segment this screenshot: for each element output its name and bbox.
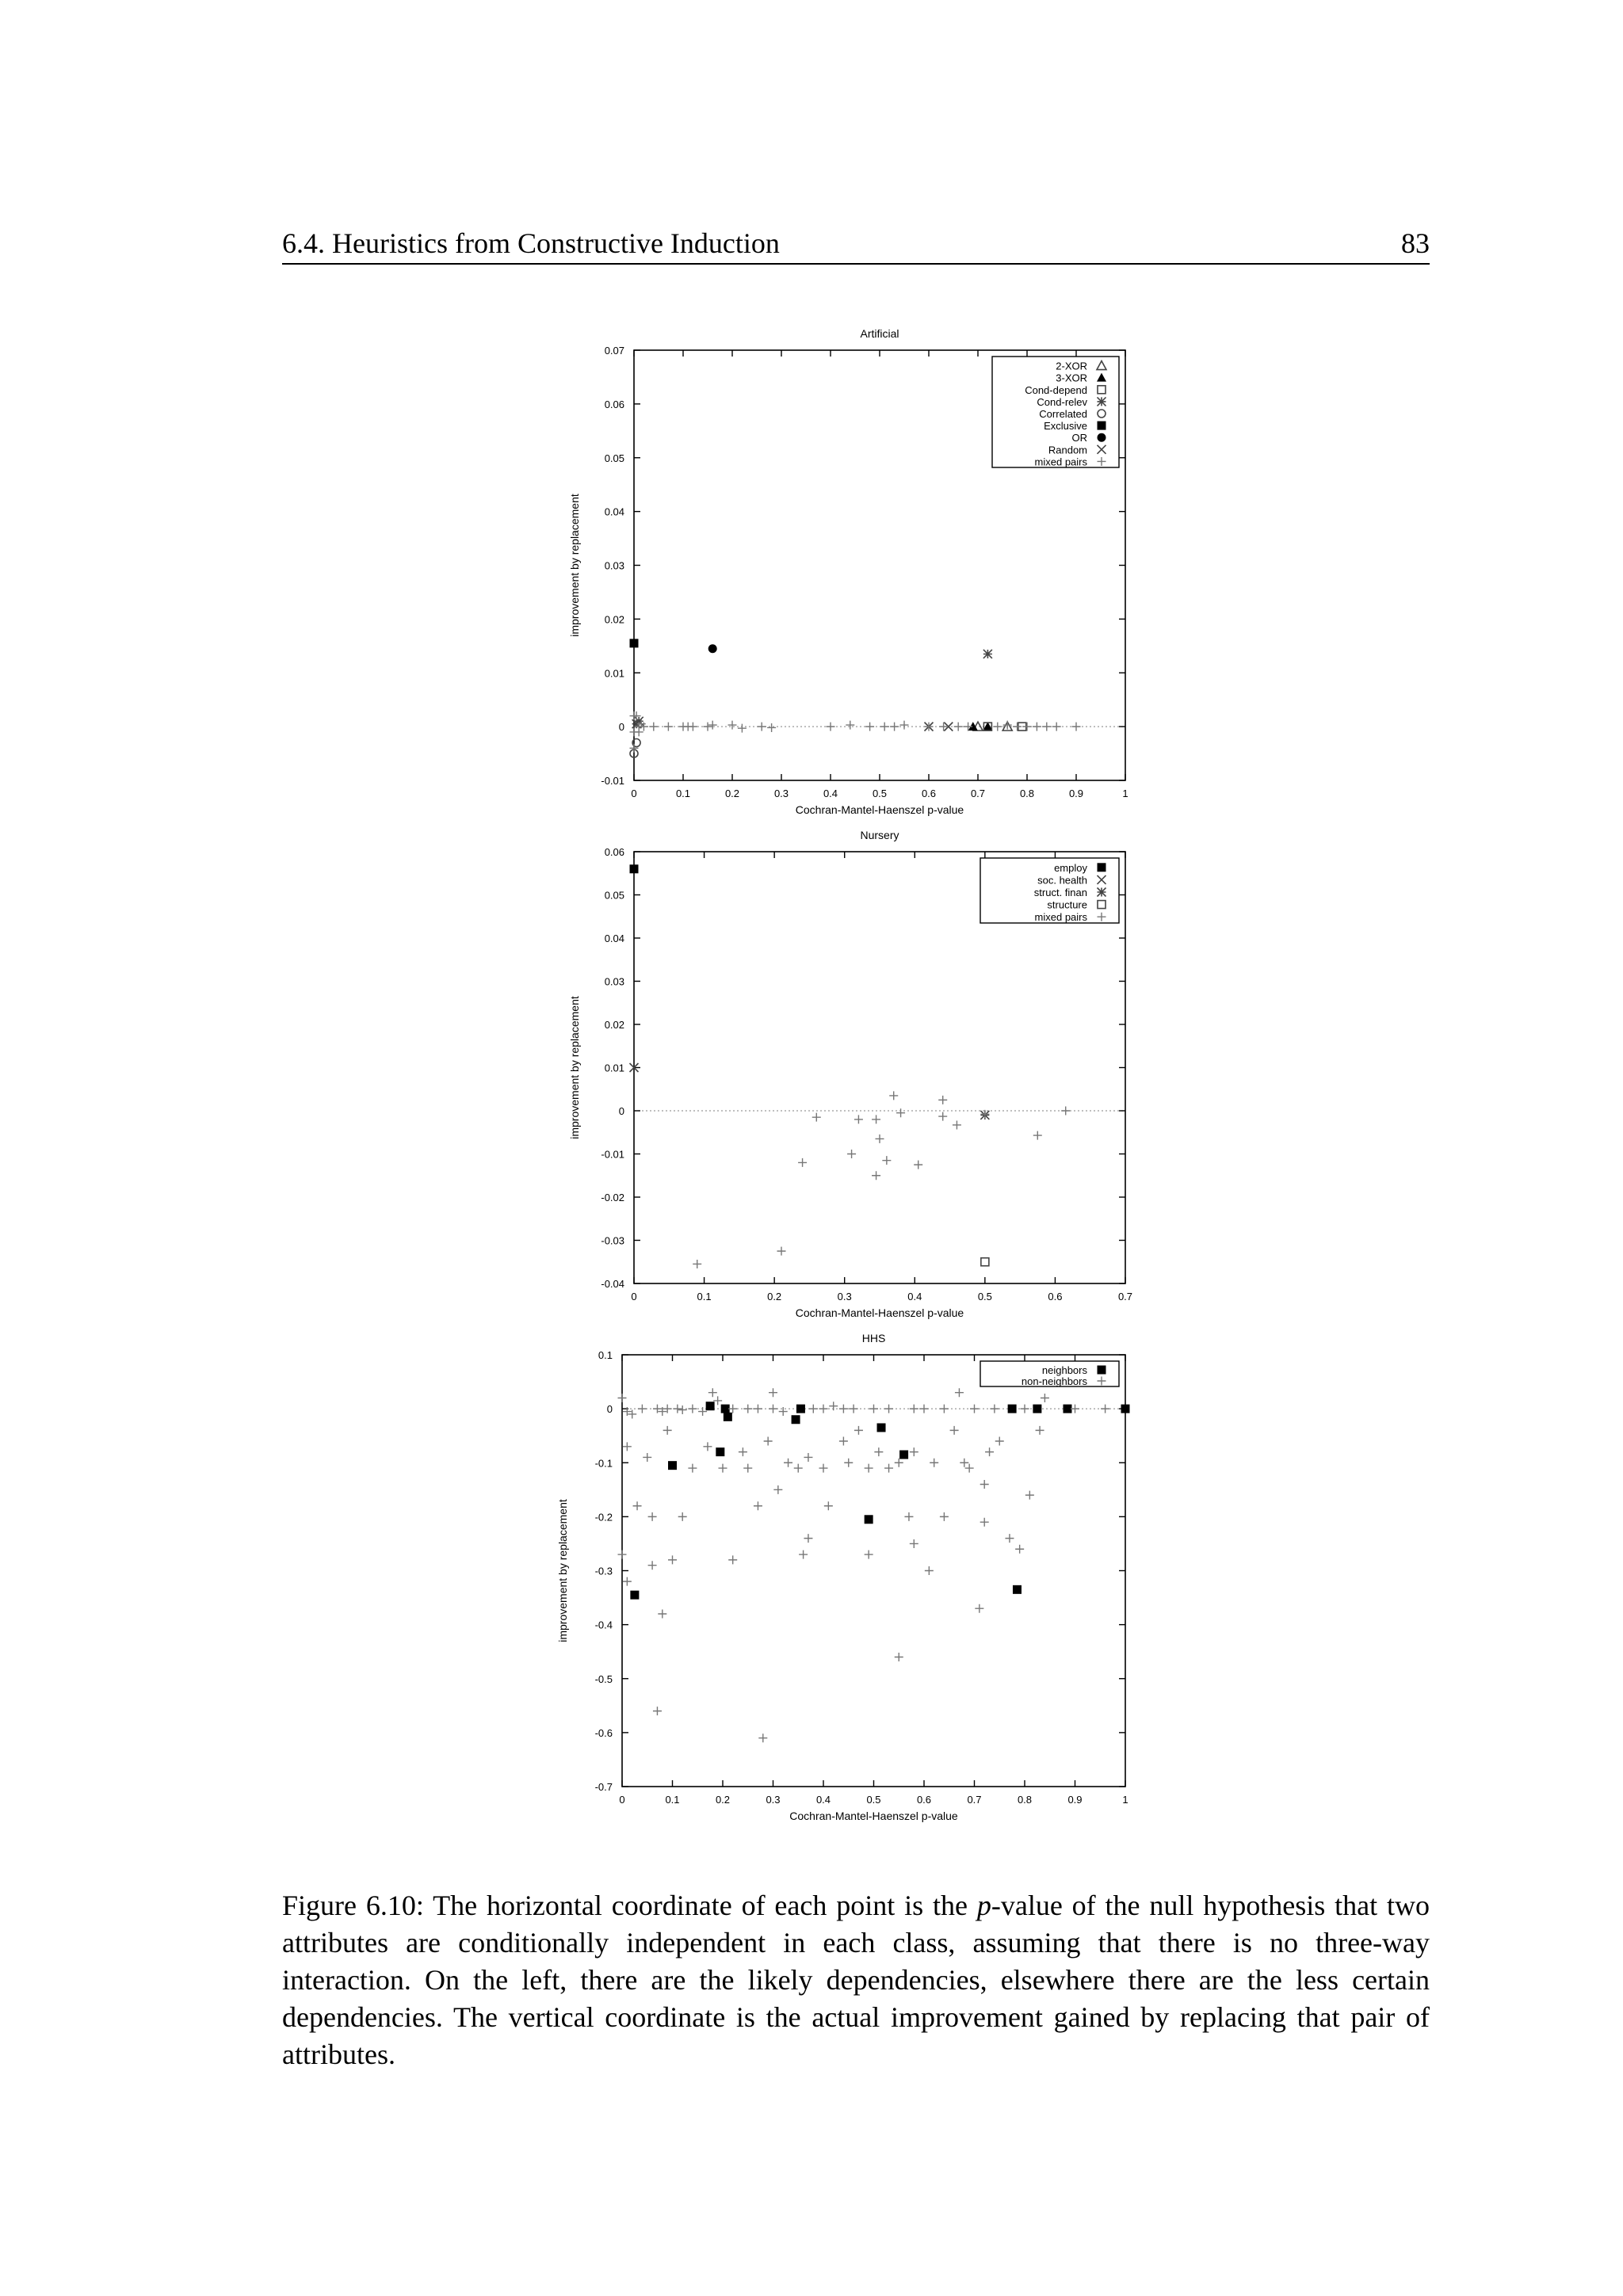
data-point: [769, 1388, 777, 1397]
data-point: [777, 1247, 786, 1256]
data-point: [899, 1451, 908, 1459]
data-point: [758, 723, 766, 731]
data-point: [925, 1566, 934, 1575]
data-point: [648, 1512, 657, 1521]
data-point: [980, 1480, 989, 1489]
chart-title: Nursery: [860, 829, 899, 841]
data-point: [827, 723, 835, 731]
data-point: [995, 1437, 1004, 1446]
data-point: [796, 1405, 805, 1413]
data-point: [876, 1135, 884, 1143]
data-point: [880, 723, 889, 731]
data-point: [1042, 723, 1051, 731]
data-point: [1015, 1545, 1024, 1554]
legend-label: OR: [1071, 432, 1087, 444]
y-tick-label: -0.5: [594, 1672, 613, 1685]
data-point: [993, 723, 1002, 731]
data-point: [1013, 1585, 1022, 1594]
y-tick-label: 0: [606, 1403, 613, 1416]
y-tick-label: 0.04: [604, 933, 624, 944]
data-point: [846, 721, 854, 730]
y-tick-label: 0.01: [604, 667, 624, 680]
data-point: [1005, 1534, 1014, 1543]
data-point: [904, 1512, 913, 1521]
data-point: [678, 1405, 687, 1414]
data-point: [869, 1405, 878, 1413]
chart-title: Artificial: [860, 327, 899, 340]
legend-label: structure: [1047, 898, 1087, 911]
legend-marker: [1098, 433, 1106, 442]
y-tick-label: -0.01: [601, 775, 624, 787]
data-point: [882, 1156, 891, 1165]
page-number: 83: [1401, 227, 1430, 259]
x-tick-label: 0.7: [1117, 1291, 1133, 1302]
chart-artificial: [568, 327, 1128, 816]
data-point: [854, 1426, 863, 1435]
data-point: [792, 1415, 800, 1424]
data-point: [877, 1423, 886, 1432]
x-tick-label: 1: [1122, 788, 1128, 799]
data-point: [839, 1405, 848, 1413]
x-tick-label: 0.9: [1068, 788, 1084, 799]
legend-label: neighbors: [1041, 1364, 1087, 1376]
data-point: [754, 1405, 762, 1413]
data-point: [653, 1707, 662, 1715]
data-point: [985, 1447, 994, 1456]
data-point: [664, 723, 673, 731]
x-tick-label: 0.8: [1019, 788, 1035, 799]
data-point: [703, 1442, 712, 1451]
data-point: [854, 1115, 863, 1123]
data-point: [953, 1120, 961, 1129]
data-point: [839, 1437, 848, 1446]
data-point: [1033, 1405, 1041, 1413]
x-tick-label: 0.1: [675, 788, 691, 799]
y-tick-label: -0.01: [601, 1148, 624, 1161]
data-point: [779, 1407, 788, 1416]
data-point: [1072, 723, 1081, 731]
data-point: [633, 1501, 642, 1510]
series-or: [708, 644, 717, 653]
y-tick-label: -0.03: [601, 1234, 624, 1247]
data-point: [980, 1518, 989, 1527]
y-tick-label: -0.04: [601, 1278, 624, 1290]
legend: [980, 1361, 1119, 1387]
caption-label: Figure 6.10:: [282, 1890, 424, 1921]
y-tick-label: 0.1: [598, 1349, 613, 1361]
x-tick-label: 0.1: [697, 1291, 712, 1302]
data-point: [643, 1453, 651, 1462]
legend-marker: [1098, 888, 1106, 897]
data-point: [884, 1464, 893, 1473]
section-title: 6.4. Heuristics from Constructive Induction: [282, 227, 780, 259]
data-point: [630, 639, 639, 647]
data-point: [767, 723, 776, 732]
data-point: [804, 1534, 812, 1543]
x-tick-label: 0.6: [916, 1794, 932, 1806]
x-tick-label: 0.4: [815, 1794, 831, 1806]
data-point: [648, 1561, 657, 1569]
data-point: [773, 1486, 782, 1494]
data-point: [1063, 1405, 1071, 1413]
legend: [992, 357, 1119, 467]
data-point: [884, 1405, 893, 1413]
legend: [980, 858, 1119, 923]
data-point: [850, 1405, 858, 1413]
chart-hhs: [556, 1332, 1130, 1822]
legend-label: struct. finan: [1033, 887, 1087, 898]
data-point: [975, 1604, 983, 1613]
legend-label: soc. health: [1037, 874, 1087, 887]
data-point: [1121, 1405, 1130, 1413]
legend-label: employ: [1054, 861, 1087, 874]
data-point: [678, 1512, 687, 1521]
data-point: [1033, 723, 1041, 731]
y-tick-label: -0.3: [594, 1565, 613, 1577]
data-point: [794, 1464, 803, 1473]
legend-marker: [1098, 421, 1106, 430]
data-point: [938, 1096, 947, 1104]
data-point: [1041, 1394, 1049, 1402]
data-point: [940, 1512, 949, 1521]
data-point: [895, 1653, 903, 1661]
data-point: [728, 1405, 737, 1413]
legend-label: mixed pairs: [1034, 456, 1087, 468]
legend-label: Exclusive: [1044, 420, 1087, 433]
data-point: [708, 1388, 717, 1397]
chart-title: HHS: [861, 1332, 886, 1344]
y-tick-label: -0.6: [594, 1726, 613, 1739]
data-point: [658, 1610, 666, 1619]
y-tick-label: 0.03: [604, 559, 624, 572]
data-point: [618, 1394, 627, 1402]
data-point: [812, 1113, 821, 1122]
data-point: [954, 723, 963, 731]
data-point: [743, 1464, 752, 1473]
data-point: [910, 1405, 918, 1413]
x-tick-label: 0.5: [872, 788, 888, 799]
data-point: [704, 723, 712, 731]
data-point: [895, 1459, 903, 1467]
y-tick-label: -0.4: [594, 1619, 613, 1631]
data-point: [844, 1459, 853, 1467]
data-point: [623, 1442, 632, 1451]
data-point: [630, 864, 639, 873]
data-point: [688, 1405, 697, 1413]
x-tick-label: 0.6: [921, 788, 937, 799]
data-point: [743, 1405, 752, 1413]
data-point: [865, 1550, 873, 1559]
legend-marker: [1098, 1366, 1106, 1375]
data-point: [955, 1388, 964, 1397]
data-point: [1033, 1131, 1042, 1140]
y-tick-label: -0.2: [594, 1511, 613, 1524]
data-point: [914, 1161, 922, 1169]
x-tick-label: 0.1: [665, 1794, 680, 1806]
data-point: [965, 1464, 974, 1473]
y-tick-label: 0.02: [604, 613, 624, 626]
data-point: [872, 1171, 880, 1180]
series-exclusive: [630, 639, 639, 647]
data-point: [1071, 1405, 1079, 1413]
legend-marker: [1098, 397, 1106, 406]
data-point: [758, 1733, 767, 1742]
x-tick-label: 0: [631, 788, 637, 799]
x-tick-label: 0.4: [823, 788, 838, 799]
y-tick-label: 0.01: [604, 1062, 624, 1074]
y-tick-label: 0.04: [604, 505, 624, 518]
x-tick-label: 0.8: [1017, 1794, 1033, 1806]
data-point: [728, 721, 737, 730]
data-point: [713, 1396, 722, 1405]
data-point: [721, 1405, 730, 1413]
data-point: [939, 723, 948, 731]
data-point: [890, 723, 899, 731]
y-tick-label: -0.1: [594, 1457, 613, 1470]
data-point: [688, 1464, 697, 1473]
series-neighbors: [630, 1402, 1129, 1599]
x-axis-label: Cochran-Mantel-Haenszel p-value: [789, 1810, 958, 1822]
data-point: [668, 1461, 677, 1470]
y-tick-label: 0.07: [604, 345, 624, 357]
y-tick-label: 0.05: [604, 452, 624, 464]
data-point: [865, 1464, 873, 1473]
y-tick-label: 0.05: [604, 889, 624, 902]
data-point: [824, 1501, 833, 1510]
series-mixed-pairs: [630, 711, 1081, 753]
data-point: [900, 721, 909, 730]
data-point: [1021, 1405, 1029, 1413]
data-point: [874, 1447, 883, 1456]
data-point: [1023, 723, 1032, 731]
data-point: [865, 723, 874, 731]
data-point: [693, 1260, 701, 1268]
data-point: [739, 1447, 747, 1456]
x-tick-label: 0.5: [977, 1291, 992, 1302]
data-point: [668, 1555, 677, 1564]
y-axis-label: improvement by replacement: [556, 1499, 569, 1642]
data-point: [896, 1108, 905, 1117]
x-tick-label: 0: [631, 1291, 637, 1302]
x-tick-label: 0.2: [724, 788, 740, 799]
y-tick-label: 0: [618, 1105, 624, 1117]
legend-label: non-neighbors: [1021, 1375, 1087, 1387]
data-point: [663, 1426, 672, 1435]
data-point: [799, 1550, 808, 1559]
data-point: [728, 1555, 737, 1564]
legend-marker: [1098, 863, 1106, 871]
data-point: [930, 1459, 938, 1467]
data-point: [804, 1453, 812, 1462]
y-tick-label: -0.7: [594, 1781, 613, 1793]
data-point: [990, 1405, 999, 1413]
data-point: [809, 1405, 818, 1413]
caption-text-2: -value of the null hypothesis that two attributes are conditionally independent in each class, assuming that there is no three-way interaction. On the left, there are the likely dependencies, elsewhere there are the less certain dependencies. The vertical coordinate is the actual improvement gained by replacing that pair of attributes.: [282, 1890, 1430, 2070]
data-point: [1013, 723, 1022, 731]
y-axis-label: improvement by replacement: [568, 494, 581, 637]
y-tick-label: 0.06: [604, 846, 624, 858]
data-point: [724, 1413, 732, 1421]
data-point: [910, 1539, 918, 1548]
data-point: [689, 723, 697, 731]
data-point: [1036, 1426, 1044, 1435]
data-point: [819, 1464, 828, 1473]
legend-label: Cond-relev: [1037, 395, 1087, 408]
x-tick-label: 0.2: [767, 1291, 782, 1302]
data-point: [623, 1577, 632, 1586]
legend-label: mixed pairs: [1034, 911, 1087, 924]
legend-label: 3-XOR: [1056, 372, 1087, 384]
legend-label: Correlated: [1039, 408, 1087, 420]
data-point: [649, 723, 658, 731]
figure-caption: [282, 1887, 1430, 2073]
y-tick-label: 0.02: [604, 1019, 624, 1031]
x-tick-label: 0.2: [715, 1794, 731, 1806]
data-point: [673, 1405, 682, 1413]
data-point: [719, 1464, 727, 1473]
data-point: [981, 1258, 989, 1266]
x-tick-label: 0.6: [1048, 1291, 1063, 1302]
series-cond-relev: [632, 650, 992, 728]
data-point: [938, 1112, 947, 1121]
data-point: [960, 1459, 968, 1467]
data-point: [872, 1115, 880, 1123]
data-point: [1061, 1107, 1070, 1116]
data-point: [950, 1426, 959, 1435]
data-point: [819, 1405, 828, 1413]
data-point: [708, 721, 717, 730]
x-tick-label: 0.9: [1067, 1794, 1083, 1806]
data-point: [706, 1402, 715, 1410]
series-mixed-pairs: [693, 1091, 1070, 1268]
y-tick-label: 0.03: [604, 975, 624, 988]
caption-italic-p: p: [976, 1890, 991, 1921]
data-point: [769, 1405, 777, 1413]
data-point: [940, 1405, 949, 1413]
data-point: [970, 1405, 979, 1413]
data-point: [983, 650, 992, 658]
x-tick-label: 0: [619, 1794, 625, 1806]
data-point: [1101, 1405, 1109, 1413]
x-tick-label: 0.3: [837, 1291, 852, 1302]
data-point: [638, 1405, 647, 1413]
data-point: [910, 1447, 918, 1456]
chart-nursery: [568, 829, 1132, 1319]
x-tick-label: 0.5: [866, 1794, 881, 1806]
x-tick-label: 0.7: [967, 1794, 982, 1806]
data-point: [1008, 1405, 1017, 1413]
data-point: [798, 1158, 807, 1167]
x-tick-label: 0.3: [773, 788, 789, 799]
x-axis-label: Cochran-Mantel-Haenszel p-value: [795, 1306, 964, 1319]
series-non-neighbors: [618, 1388, 1110, 1742]
x-tick-label: 0.3: [766, 1794, 781, 1806]
data-point: [865, 1515, 873, 1524]
y-tick-label: 0.06: [604, 398, 624, 410]
data-point: [920, 1405, 929, 1413]
plot-frame: [622, 1355, 1125, 1787]
legend-label: Random: [1048, 444, 1087, 456]
data-point: [708, 644, 717, 653]
y-tick-label: 0: [618, 721, 624, 734]
series-employ: [630, 864, 639, 873]
data-point: [1025, 1491, 1034, 1500]
data-point: [738, 724, 747, 733]
y-tick-label: -0.02: [601, 1192, 624, 1203]
series-structure: [981, 1258, 989, 1266]
x-tick-label: 1: [1122, 1794, 1128, 1806]
legend-label: 2-XOR: [1056, 360, 1087, 372]
data-point: [716, 1447, 724, 1456]
data-point: [889, 1091, 898, 1100]
data-point: [847, 1150, 856, 1158]
x-tick-label: 0.7: [970, 788, 986, 799]
data-point: [784, 1459, 792, 1467]
legend-label: Cond-depend: [1025, 383, 1087, 396]
y-axis-label: improvement by replacement: [568, 996, 581, 1139]
data-point: [630, 1591, 639, 1600]
caption-text-1: The horizontal coordinate of each point is the: [423, 1890, 977, 1921]
data-point: [618, 1550, 627, 1559]
x-axis-label: Cochran-Mantel-Haenszel p-value: [795, 803, 964, 816]
data-point: [1052, 723, 1061, 731]
data-point: [764, 1437, 773, 1446]
data-point: [754, 1501, 762, 1510]
x-tick-label: 0.4: [907, 1291, 922, 1302]
